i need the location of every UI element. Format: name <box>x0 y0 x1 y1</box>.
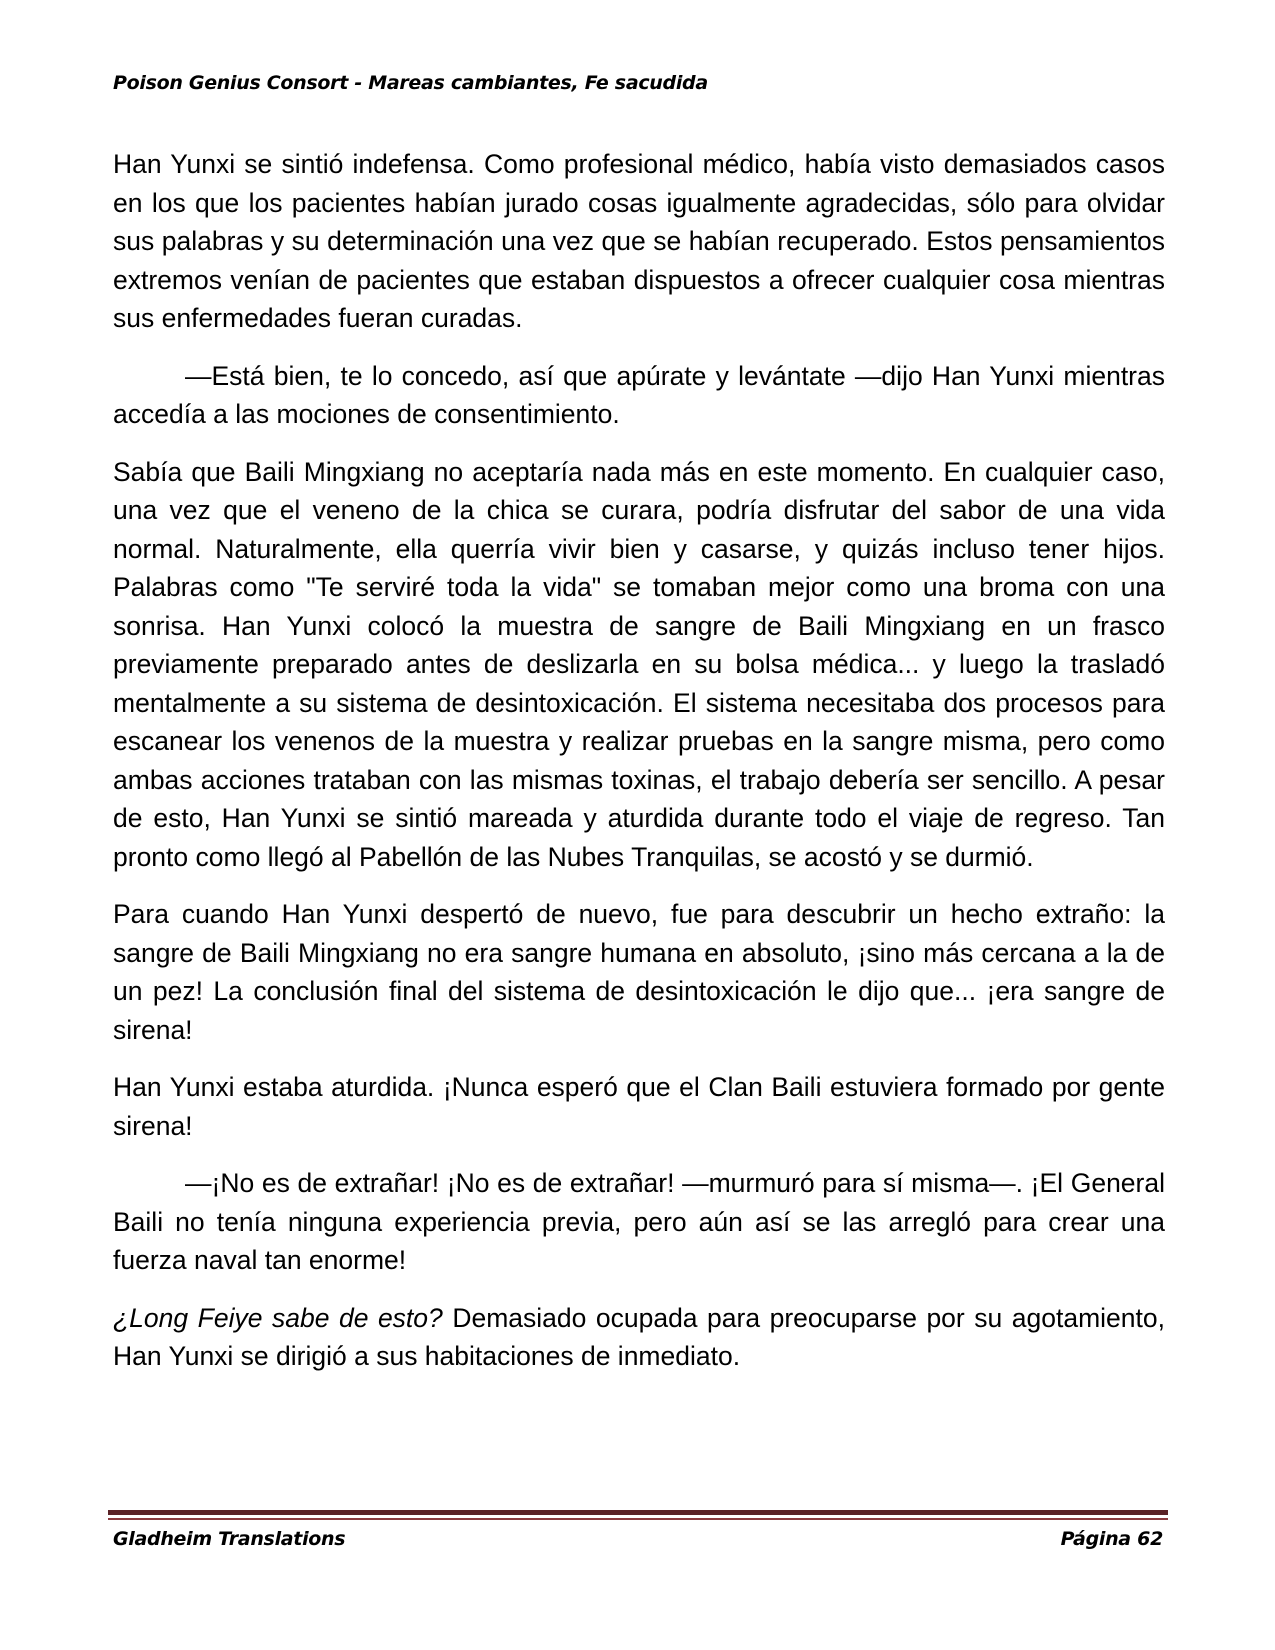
paragraph-text: Demasiado ocupada para preocuparse por su agotamiento, Han Yunxi se dirigió a sus habitaciones de inmediato. <box>113 1302 1165 1371</box>
paragraph: Sabía que Baili Mingxiang no aceptaría nada más en este momento. En cualquier caso, una vez que el veneno de la chica se curara, podría disfrutar del sabor de una vida normal. Naturalmente, ella querría vivir bien y casarse, y quizás incluso tener hijos. Palabras como "Te serviré toda la vida" se tomaban mejor como una broma con una sonrisa. Han Yunxi colocó la muestra de sangre de Baili Mingxiang en un frasco previamente preparado antes de deslizarla en su bolsa médica... y luego la trasladó mentalmente a su sistema de desintoxicación. El sistema necesitaba dos procesos para escanear los venenos de la muestra y realizar pruebas en la sangre misma, pero como ambas acciones trataban con las mismas toxinas, el trabajo debería ser sencillo. A pesar de esto, Han Yunxi se sintió mareada y aturdida durante todo el viaje de regreso. Tan pronto como llegó al Pabellón de las Nubes Tranquilas, se acostó y se durmió. <box>113 456 1165 872</box>
paragraph: Han Yunxi se sintió indefensa. Como profesional médico, había visto demasiados casos en los que los pacientes habían jurado cosas igualmente agradecidas, sólo para olvidar sus palabras y su determinación una vez que se habían recuperado. Estos pensamientos extremos venían de pacientes que estaban dispuestos a ofrecer cualquier cosa mientras sus enfermedades fueran curadas. <box>113 149 1165 333</box>
dialogue-paragraph: —Está bien, te lo concedo, así que apúrate y levántate —dijo Han Yunxi mientras accedía a las mociones de consentimiento. <box>113 360 1165 429</box>
footer-divider-thin <box>108 1518 1168 1520</box>
document-body <box>113 145 1165 1395</box>
footer-page-number: Página 62 <box>1060 1528 1163 1550</box>
page-header-title: Poison Genius Consort - Mareas cambiantes, Fe sacudida <box>113 72 708 94</box>
paragraph <box>113 1299 1165 1376</box>
paragraph: Han Yunxi estaba aturdida. ¡Nunca esperó que el Clan Baili estuviera formado por gente sirena! <box>113 1072 1165 1141</box>
footer-translator-credit: Gladheim Translations <box>113 1528 346 1550</box>
paragraph: Para cuando Han Yunxi despertó de nuevo, fue para descubrir un hecho extraño: la sangre de Baili Mingxiang no era sangre humana en absoluto, ¡sino más cercana a la de un pez! La conclusión final del sistema de desintoxicación le dijo que... ¡era sangre de sirena! <box>113 899 1165 1045</box>
dialogue-paragraph: —¡No es de extrañar! ¡No es de extrañar! —murmuró para sí misma—. ¡El General Baili no tenía ninguna experiencia previa, pero aún así se las arregló para crear una fuerza naval tan enorme! <box>113 1168 1165 1275</box>
italic-thought: ¿Long Feiye sabe de esto? <box>113 1302 443 1333</box>
footer-divider-thick <box>108 1510 1168 1515</box>
